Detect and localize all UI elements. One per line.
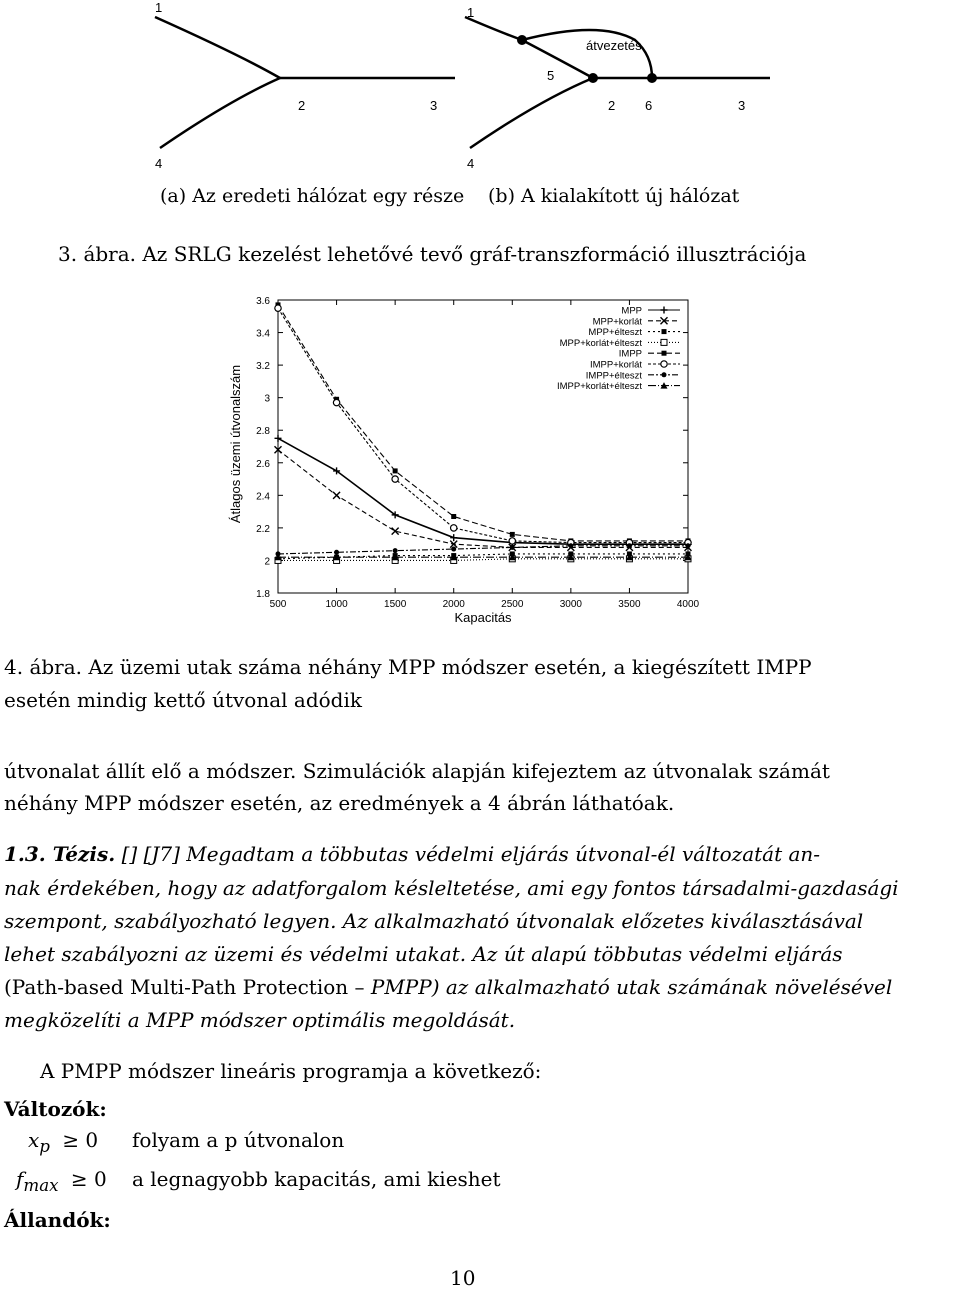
thesis-line5 — [4, 971, 892, 1003]
data-point — [510, 532, 515, 537]
thesis-text-1: [] [J7] Megadtam a többutas védelmi eljárás útvonal-él változatát an- — [121, 842, 821, 866]
var1-subscript: p — [39, 1137, 50, 1156]
edge-5-2 — [522, 40, 593, 78]
thesis-line6: megközelíti a MPP módszer optimális megoldását. — [4, 1008, 516, 1032]
legend-marker — [662, 372, 667, 377]
page-number: 10 — [450, 1266, 476, 1290]
data-point — [509, 538, 515, 544]
figure3-diagram — [0, 0, 960, 180]
x-tick-label: 1000 — [325, 599, 348, 610]
legend-label: IMPP+korlát+élteszt — [556, 381, 642, 393]
thesis-label: 1.3. Tézis. — [4, 842, 116, 866]
data-point — [275, 435, 282, 442]
legend-marker — [662, 351, 667, 356]
variable-x-p-desc: folyam a p útvonalon — [132, 1128, 345, 1152]
legend-label: MPP+korlát — [592, 316, 642, 328]
left-node-4-label: 4 — [155, 156, 163, 171]
legend-marker — [661, 307, 668, 314]
variable-x-p — [28, 1128, 98, 1156]
x-tick-label: 500 — [269, 599, 287, 610]
data-point — [627, 543, 632, 548]
data-point — [451, 514, 456, 519]
paragraph-line2: néhány MPP módszer esetén, az eredmények a 4 ábrán láthatóak. — [4, 791, 675, 815]
graph-original — [155, 17, 455, 148]
y-tick-label: 2.8 — [256, 426, 270, 438]
figure3-caption: 3. ábra. Az SRLG kezelést lehetővé tevő gráf-transzformáció illusztrációja — [58, 242, 807, 266]
data-point — [275, 305, 281, 311]
subcaption-a: (a) Az eredeti hálózat egy része — [160, 185, 465, 207]
x-tick-label: 2000 — [442, 599, 465, 610]
node-5-dot — [517, 35, 527, 45]
data-point — [333, 399, 339, 405]
y-tick-label: 3.2 — [256, 361, 270, 373]
data-point — [393, 548, 398, 553]
legend-label: MPP — [621, 305, 642, 317]
line-chart — [210, 285, 730, 630]
paragraph-line1: útvonalat állít elő a módszer. Szimulációk alapján kifejeztem az útvonalak számát — [4, 759, 830, 783]
var2-relation: ≥ 0 — [70, 1167, 107, 1191]
data-point — [451, 525, 457, 531]
x-axis-label: Kapacitás — [454, 610, 512, 625]
thesis-text-5b: PMPP) az alkalmazható utak számának növelésével — [370, 975, 893, 999]
y-tick-label: 2.6 — [256, 458, 270, 470]
y-tick-label: 3 — [264, 393, 270, 405]
x-tick-label: 3500 — [618, 599, 641, 610]
data-point — [451, 547, 456, 552]
variable-f-max-desc: a legnagyobb kapacitás, ami kieshet — [132, 1167, 501, 1191]
y-tick-label: 2 — [264, 556, 270, 568]
y-axis-label: Átlagos üzemi útvonalszám — [228, 364, 243, 524]
variable-f-max — [16, 1167, 107, 1195]
series-0 — [275, 435, 692, 548]
y-tick-label: 3.4 — [256, 328, 270, 340]
var1-symbol: x — [28, 1128, 40, 1152]
x-tick-label: 4000 — [676, 599, 700, 610]
constants-heading: Állandók: — [4, 1208, 111, 1232]
legend-marker — [661, 361, 667, 367]
x-tick-label: 3000 — [559, 599, 582, 610]
subcaption-b: (b) A kialakított új hálózat — [488, 185, 740, 207]
x-tick-label: 2500 — [501, 599, 524, 610]
right-node-4-label: 4 — [467, 156, 475, 171]
right-node-1-label: 1 — [467, 5, 475, 20]
edge-4-2 — [470, 78, 593, 148]
y-tick-label: 2.4 — [256, 491, 270, 503]
legend-label: IMPP — [618, 348, 642, 360]
left-node-1-label: 1 — [155, 0, 163, 15]
legend-label: IMPP+korlát — [589, 359, 642, 371]
figure4-caption-line2: esetén mindig kettő útvonal adódik — [4, 688, 362, 712]
edge-4-2 — [160, 78, 280, 148]
y-tick-label: 3.6 — [256, 296, 270, 307]
variables-heading: Változók: — [4, 1097, 107, 1121]
lp-intro: A PMPP módszer lineáris programja a következő: — [40, 1059, 542, 1083]
legend-marker — [662, 329, 667, 334]
right-node-5-label: 5 — [547, 68, 555, 83]
thesis-line3: szempont, szabályozható legyen. Az alkalmazható útvonalak előzetes kiválasztásával — [4, 909, 864, 933]
right-arc-label: átvezetés — [586, 38, 642, 53]
data-point — [393, 468, 398, 473]
data-point — [450, 534, 457, 541]
var2-subscript: max — [23, 1176, 59, 1195]
y-tick-label: 2.2 — [256, 523, 270, 535]
right-node-2-label: 2 — [608, 98, 616, 113]
x-tick-label: 1500 — [384, 599, 407, 610]
right-node-3-label: 3 — [738, 98, 746, 113]
series-1 — [275, 446, 692, 551]
right-node-6-label: 6 — [645, 98, 653, 113]
var2-symbol: f — [16, 1167, 24, 1191]
legend-label: IMPP+élteszt — [585, 370, 642, 382]
y-tick-label: 1.8 — [256, 589, 270, 600]
data-point — [686, 543, 691, 548]
series-line — [278, 438, 688, 544]
figure4-caption-line1: 4. ábra. Az üzemi utak száma néhány MPP módszer esetén, a kiegészített IMPP — [4, 655, 812, 679]
edge-1-5 — [465, 17, 522, 40]
left-node-2-label: 2 — [298, 98, 306, 113]
thesis-line1 — [4, 838, 954, 870]
legend-label: MPP+élteszt — [588, 327, 642, 339]
thesis-line2: nak érdekében, hogy az adatforgalom késleltetése, ami egy fontos társadalmi-gazdasági — [4, 876, 899, 900]
data-point — [510, 545, 515, 550]
data-point — [568, 543, 573, 548]
data-point — [333, 492, 340, 499]
thesis-line4: lehet szabályozni az üzemi és védelmi utakat. Az út alapú többutas védelmi eljárás — [4, 942, 843, 966]
var1-relation: ≥ 0 — [62, 1128, 99, 1152]
legend-label: MPP+korlát+élteszt — [559, 337, 642, 349]
thesis-text-5a: (Path-based Multi-Path Protection – — [4, 975, 371, 999]
left-node-3-label: 3 — [430, 98, 438, 113]
legend-marker — [661, 339, 667, 345]
edge-1-2 — [155, 17, 280, 78]
node-2-dot — [588, 73, 598, 83]
node-6-dot — [647, 73, 657, 83]
graph-transformed — [465, 17, 770, 148]
data-point — [392, 476, 398, 482]
